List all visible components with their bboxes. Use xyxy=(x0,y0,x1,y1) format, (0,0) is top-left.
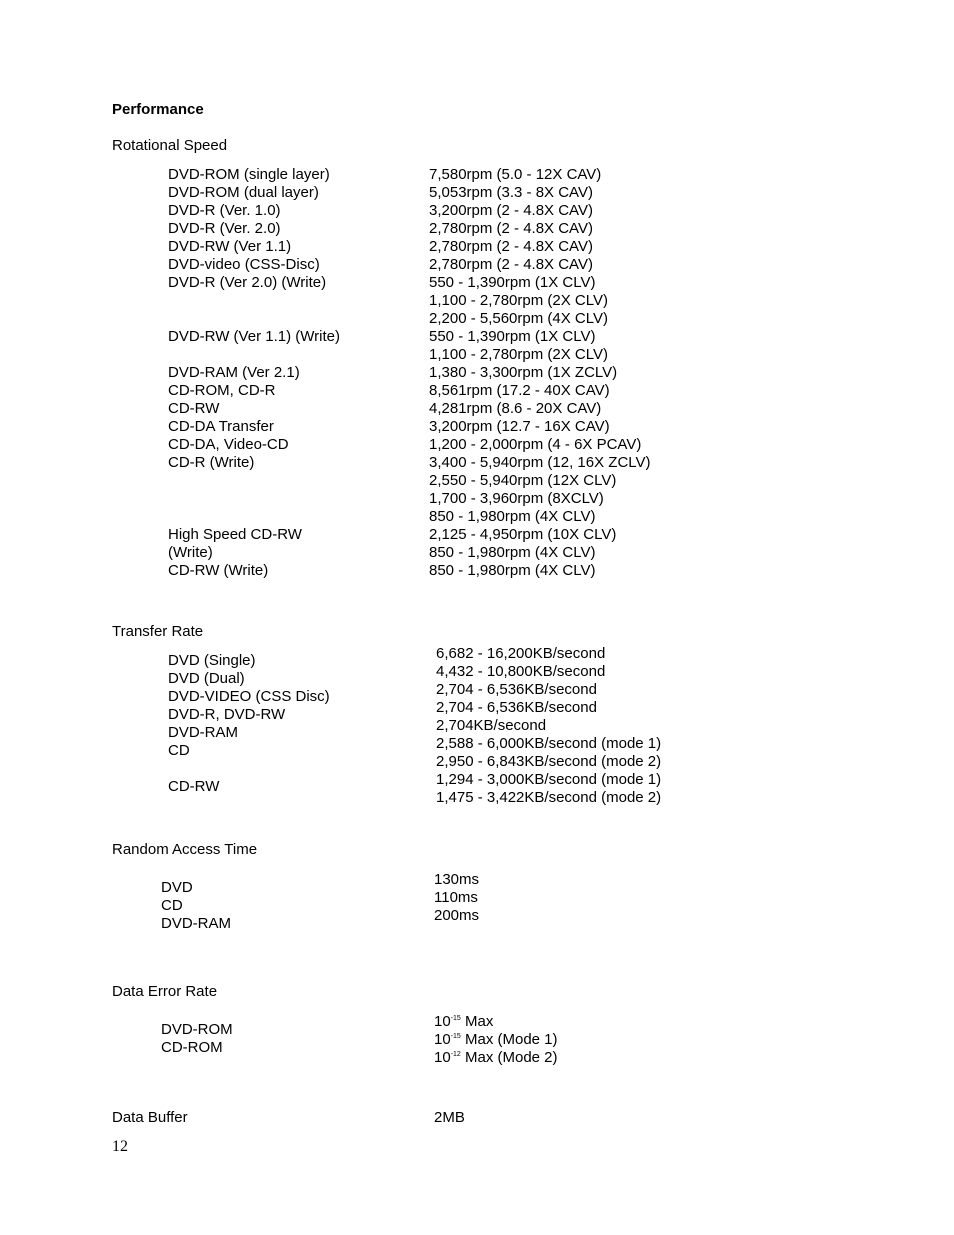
section-heading: Performance xyxy=(112,101,204,118)
spec-label: DVD-ROM xyxy=(161,1021,233,1038)
spec-value: 1,100 - 2,780rpm (2X CLV) xyxy=(429,346,608,363)
spec-value: 2,550 - 5,940rpm (12X CLV) xyxy=(429,472,617,489)
spec-label: DVD-R, DVD-RW xyxy=(168,706,286,723)
random-access-title: Random Access Time xyxy=(112,841,258,858)
spec-value: 1,700 - 3,960rpm (8XCLV) xyxy=(429,490,604,507)
spec-label: CD-DA Transfer xyxy=(168,418,274,435)
spec-value: $10^{-12}$ Max (Mode 2) xyxy=(434,1049,558,1066)
spec-value: 3,200rpm (12.7 - 16X CAV) xyxy=(429,418,610,435)
spec-label: DVD-RAM xyxy=(168,724,238,741)
rotational-speed-values xyxy=(429,166,651,580)
transfer-rate-values xyxy=(436,645,661,807)
spec-label xyxy=(168,490,340,508)
spec-label: CD-RW xyxy=(168,778,220,795)
spec-label: DVD-R (Ver. 2.0) xyxy=(168,220,281,237)
spec-value: 3,200rpm (2 - 4.8X CAV) xyxy=(429,202,593,219)
page-number: 12 xyxy=(112,1138,128,1155)
spec-label xyxy=(168,310,340,328)
spec-value: 850 - 1,980rpm (4X CLV) xyxy=(429,508,596,525)
data-error-rate-title: Data Error Rate xyxy=(112,983,218,1000)
spec-label xyxy=(168,472,340,490)
spec-value: 2,950 - 6,843KB/second (mode 2) xyxy=(436,753,662,770)
spec-value: 850 - 1,980rpm (4X CLV) xyxy=(429,544,596,561)
spec-label: DVD-RW (Ver 1.1) xyxy=(168,238,292,255)
spec-value: 550 - 1,390rpm (1X CLV) xyxy=(429,274,596,291)
spec-value: 850 - 1,980rpm (4X CLV) xyxy=(429,562,596,579)
spec-label xyxy=(168,292,340,310)
spec-label: DVD-RW (Ver 1.1) (Write) xyxy=(168,328,340,345)
spec-value: 2,780rpm (2 - 4.8X CAV) xyxy=(429,256,593,273)
spec-label: DVD-RAM xyxy=(161,915,231,932)
rotational-speed-title: Rotational Speed xyxy=(112,137,228,154)
rotational-speed-labels xyxy=(168,166,340,580)
spec-label: DVD (Single) xyxy=(168,652,256,669)
spec-label: DVD-RAM (Ver 2.1) xyxy=(168,364,300,381)
spec-value: 2,200 - 5,560rpm (4X CLV) xyxy=(429,310,608,327)
spec-label: DVD-R (Ver. 1.0) xyxy=(168,202,281,219)
spec-value: 1,200 - 2,000rpm (4 - 6X PCAV) xyxy=(429,436,642,453)
spec-label: CD-R (Write) xyxy=(168,454,255,471)
spec-value: 130ms xyxy=(434,871,480,888)
data-error-rate-values xyxy=(434,1013,558,1067)
spec-label: DVD-R (Ver 2.0) (Write) xyxy=(168,274,327,291)
spec-value: 3,400 - 5,940rpm (12, 16X ZCLV) xyxy=(429,454,651,471)
spec-label: DVD (Dual) xyxy=(168,670,245,687)
spec-label xyxy=(168,346,340,364)
spec-value: $10^{-15}$ Max (Mode 1) xyxy=(434,1031,558,1048)
random-access-values xyxy=(434,871,479,925)
spec-value: 2,125 - 4,950rpm (10X CLV) xyxy=(429,526,617,543)
spec-label: CD-ROM, CD-R xyxy=(168,382,276,399)
spec-label: CD-DA, Video-CD xyxy=(168,436,289,453)
spec-value: 1,294 - 3,000KB/second (mode 1) xyxy=(436,771,662,788)
spec-value: 5,053rpm (3.3 - 8X CAV) xyxy=(429,184,593,201)
transfer-rate-labels xyxy=(168,652,330,796)
data-error-rate-labels xyxy=(161,1021,233,1057)
spec-label: DVD xyxy=(161,879,193,896)
spec-value: 2,704 - 6,536KB/second xyxy=(436,699,597,716)
spec-value: 4,432 - 10,800KB/second xyxy=(436,663,606,680)
spec-value: 2,704 - 6,536KB/second xyxy=(436,681,597,698)
spec-value: 2,704KB/second xyxy=(436,717,547,734)
random-access-labels xyxy=(161,879,231,933)
spec-label: CD-RW (Write) xyxy=(168,562,269,579)
spec-label: DVD-ROM (dual layer) xyxy=(168,184,319,201)
spec-label: (Write) xyxy=(168,544,213,561)
spec-value: 200ms xyxy=(434,907,480,924)
spec-value: 8,561rpm (17.2 - 40X CAV) xyxy=(429,382,610,399)
spec-label: DVD-VIDEO (CSS Disc) xyxy=(168,688,330,705)
spec-value: 6,682 - 16,200KB/second xyxy=(436,645,606,662)
spec-value: 4,281rpm (8.6 - 20X CAV) xyxy=(429,400,602,417)
spec-value: 550 - 1,390rpm (1X CLV) xyxy=(429,328,596,345)
spec-label xyxy=(168,760,330,778)
spec-value: 2,588 - 6,000KB/second (mode 1) xyxy=(436,735,662,752)
spec-label: DVD-video (CSS-Disc) xyxy=(168,256,320,273)
data-buffer-value: 2MB xyxy=(434,1109,465,1126)
spec-value: 2,780rpm (2 - 4.8X CAV) xyxy=(429,238,593,255)
spec-label: CD xyxy=(168,742,190,759)
spec-label: CD-ROM xyxy=(161,1039,223,1056)
spec-value: 1,380 - 3,300rpm (1X ZCLV) xyxy=(429,364,618,381)
spec-value: 1,100 - 2,780rpm (2X CLV) xyxy=(429,292,608,309)
spec-value: $10^{-15}$ Max xyxy=(434,1013,494,1030)
spec-value: 7,580rpm (5.0 - 12X CAV) xyxy=(429,166,602,183)
spec-label: DVD-ROM (single layer) xyxy=(168,166,330,183)
spec-label: CD xyxy=(161,897,183,914)
spec-value: 2,780rpm (2 - 4.8X CAV) xyxy=(429,220,593,237)
spec-label: High Speed CD-RW xyxy=(168,526,302,543)
transfer-rate-title: Transfer Rate xyxy=(112,623,204,640)
data-buffer-title: Data Buffer xyxy=(112,1109,188,1126)
spec-value: 1,475 - 3,422KB/second (mode 2) xyxy=(436,789,662,806)
spec-value: 110ms xyxy=(434,889,478,906)
spec-label: CD-RW xyxy=(168,400,220,417)
spec-label xyxy=(168,508,340,526)
